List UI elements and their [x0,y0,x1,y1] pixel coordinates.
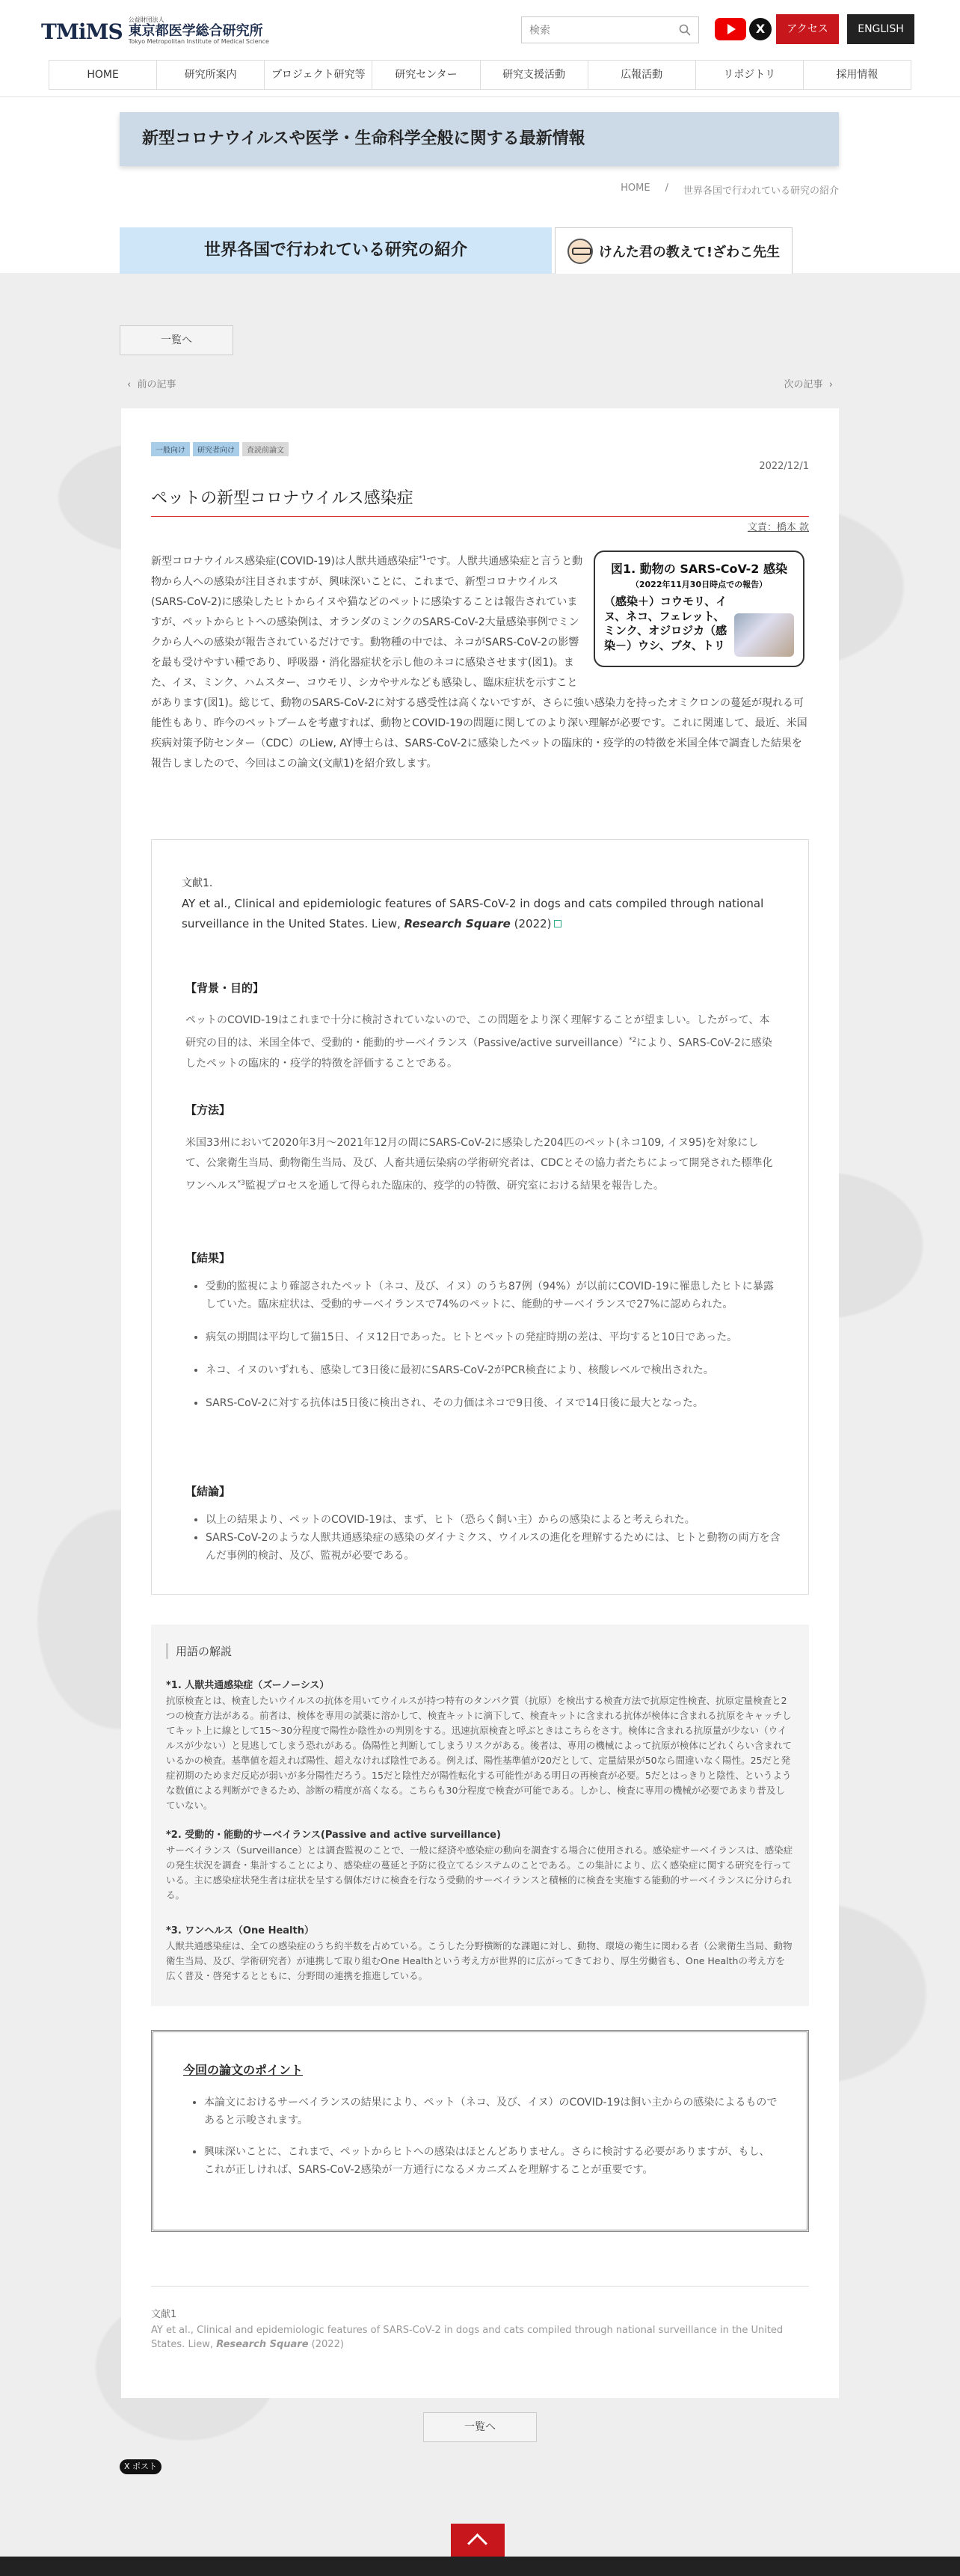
breadcrumb [621,183,839,197]
breadcrumb-current: 世界各国で行われている研究の紹介 [683,185,839,197]
article-author: 文責：橋本 款 [747,522,809,533]
result-heading: 【結果】 [185,1251,231,1265]
nav-projects[interactable]: プロジェクト研究等 [265,61,372,89]
logo-en-text: Tokyo Metropolitan Institute of Medical Science [128,37,269,45]
article-intro: 新型コロナウイルス感染症(COVID-19)は人獣共通感染症$^{*1}$です。人獣共通感染症と言うと動物から人への感染が注目されますが、興味深いことに、これまで、新型コロナウイルス(SARS-CoV-2)に感染したヒトからイヌや猫などのペットに感染することは報告されていますが、ペットからヒトへの感染例は、オランダのミンクのSARS-CoV-2大量感染事例でミンクから人への感染が報告されているだけです。動物種の中では、ネコがSARS-CoV-2の影響を最も受けやすい種であり、呼吸器・消化器症状を示し他のネコに感染させます(図1)。また、イヌ、ミンク、ハムスター、コウモリ、シカやサルなども感染し、臨床症状を示すことがあります(図1)。総じて、動物のSARS-CoV-2に対する感受性は高くないですが、さらに強い感染力を持ったオミクロンの蔓延が現れる可能性もあり、昨今のペットブームを考慮すれば、動物とCOVID-19の問題に関してのより深い理解が必要です。これに関連して、最近、米国疾病対策予防センター（CDC）のLiew, AY博士らは、SARS-CoV-2に感染したペットの臨床的・疫学的の特徴を米国全体で調査した結果を報告しましたので、今回はこの論文(文献1)を紹介致します。 [151,555,807,770]
glossary-item: *1. 人獣共通感染症（ズーノーシス） 抗原検査とは、検査したいウイルスの抗体を用いてウイルスが持つ特有のタンパク質（抗原）を検出する検査方法で抗原定性検査、抗原定量検査と2つの検査方法がある。前者は、検体を専用の試薬に溶かして、検査キットに滴下して、検査キットに含まれる抗体が検体に含まれる抗原をキャッチしてキット上に線として15〜30分程度で陽性か陰性かの判別をする。迅速抗原検査と呼ぶときはこちらをさす。検体に含まれる抗原量が少ない（ウイルスが少ない）と見逃してしまう恐れがある。偽陽性と判断してしまうリスクがある。後者は、専用の機械によって抗原が検体にどれくらい含まれているかの検査。基準値を超えれば陽性、超えなければ陰性である。例えば、陽性基準値が20だとして、定量結果が50なら間違いなく陽性。25だと発症初期のためまだ反応が弱いが多分陽性だろう。15だと陰性だが陽性転化する可能性がある明日の再検査が必要。5だとはっきりと陰性、というような数値による判断ができるため、診断の精度が高くなる。こちらも30分程度で検査が可能である。しかし、検査に専用の機械が必要であまり普及していない。 [166,1680,792,1811]
list-item: • SARS-CoV-2に対する抗体は5日後に検出され、その力価はネコで9日後、イヌで14日後に最大となった。 [206,1394,781,1412]
nav-support[interactable]: 研究支援活動 [481,61,588,89]
conclusion-heading: 【結論】 [185,1485,231,1498]
tab-research-intro[interactable]: 世界各国で行われている研究の紹介 [120,227,552,274]
nav-repository[interactable]: リポジトリ [696,61,804,89]
paper-points-box [151,2030,809,2232]
figure-subtitle: （2022年11月30日時点での報告） [630,580,768,589]
search-box [521,16,699,43]
search-icon[interactable] [679,24,691,36]
figure-body: （感染＋）コウモリ、イヌ、ネコ、フェレット、ミンク、オジロジカ（感染－）ウシ、ブタ、トリ [604,595,727,652]
breadcrumb-separator: / [665,183,668,194]
tag-researcher[interactable]: 研究者向け [193,442,239,456]
background-heading: 【背景・目的】 [185,981,265,995]
footnote-text: AY et al., Clinical and epidemiologic features of SARS-CoV-2 in dogs and cats compiled through national surveillance in the United States. Liew, Research Square (2022) [151,2325,784,2350]
glossary-item: *2. 受動的・能動的サーベイランス(Passive and active surveillance) サーベイランス（Surveillance）とは調査監視のことで、一般に経済や感染症の動向を調査する場合に使用される。感染症サーベイランスは、感染症の発生状況を調査・集計することにより、感染症の蔓延と予防に役立てるシステムのことである。この集計により、広く感染症に関する研究を行っている。主に感染症状発生者は症状を呈する個体だけに検査を行なう受動的サーベイランスと積極的に検査を実施する能動的サーベイランスに分けられる。 [166,1830,793,1901]
x-share-button[interactable]: X ポスト [120,2459,161,2474]
logo-mark: TMiMS [41,19,123,44]
kenta-face-icon [567,239,593,264]
list-item: • 病気の期間は平均して猫15日、イヌ12日であった。ヒトとペットの発症時期の差は、平均すると10日であった。 [206,1328,781,1346]
next-article-link[interactable]: 次の記事 › [784,379,833,390]
nav-about[interactable]: 研究所案内 [157,61,265,89]
nav-home[interactable]: HOME [49,61,157,89]
list-item: • SARS-CoV-2のような人獣共通感染症の感染のダイナミクス、ウイルスの進化を理解するためには、ヒトと動物の両方を含んだ事例的検討、及び、監視が必要である。 [206,1529,781,1565]
access-button[interactable]: アクセス [776,14,839,44]
method-heading: 【方法】 [185,1103,231,1117]
x-icon[interactable]: X [749,18,772,40]
footnote-label: 文献1 [151,2309,177,2320]
breadcrumb-home[interactable]: HOME [621,183,650,194]
tab-zawako-label: けんた君の教えて!ざわこ先生 [598,244,781,260]
logo-main-text: 東京都医学総合研究所 [128,23,263,40]
list-item: • 興味深いことに、これまで、ペットからヒトへの感染はほとんどありません。さらに検討する必要がありますが、もし、これが正しければ、SARS-CoV-2感染が一方通行になるメカニズムを理解することが重要です。 [204,2143,780,2179]
reference-citation: AY et al., Clinical and epidemiologic features of SARS-CoV-2 in dogs and cats compiled through national surveillance in the United States. Liew, Research Square (2022) [182,897,764,930]
footnote-reference [151,2286,809,2352]
background-text: ペットのCOVID-19はこれまで十分に検討されていないので、この問題をより深く理解することが望ましい。したがって、本研究の目的は、米国全体で、受動的・能動的サーベイランス（Passive/active surveillance）$^{*2}$により、SARS-CoV-2に感染したペットの臨床的・疫学的特徴を評価することである。 [185,1014,772,1070]
global-nav [0,60,960,97]
glossary [151,1625,809,2006]
nav-recruit[interactable]: 採用情報 [836,69,879,81]
figure-1 [594,551,804,667]
logo-small-text: 公益財団法人 [128,16,164,24]
tab-zawako-sensei[interactable] [555,227,793,274]
back-to-list-button-bottom[interactable]: 一覧へ [423,2412,537,2442]
site-header [0,0,960,60]
list-item: • 本論文におけるサーベイランスの結果により、ペット（ネコ、及び、イヌ）のCOVID-19は飼い主からの感染によるものであると示唆されます。 [204,2094,780,2129]
method-text: 米国33州において2020年3月〜2021年12月の間にSARS-CoV-2に感染した204匹のペット(ネコ109, イヌ95)を対象にして、公衆衛生当局、動物衛生当局、及び、人畜共通伝染病の学術研究者は、CDCとその協力者たちによって開発された標準化ワンヘルス$^{*3}$監視プロセスを通して得られた臨床的、疫学的の特徴、研究室における結果を報告した。 [185,1137,773,1192]
english-button[interactable]: ENGLISH [847,14,914,44]
cat-photo [734,613,794,657]
list-item: • 受動的監視により確認されたペット（ネコ、及び、イヌ）のうち87例（94%）が以前にCOVID-19に罹患したヒトに暴露していた。臨床症状は、受動的サーベイランスで74%のペットに、能動的サーベイランスで27%に認められた。 [206,1278,781,1313]
page-title-bar [120,112,839,166]
result-list [206,1278,781,1427]
page-title: 新型コロナウイルスや医学・生命科学全般に関する最新情報 [142,129,585,148]
conclusion-list [206,1511,781,1565]
search-input[interactable] [522,17,671,43]
tag-general[interactable]: 一般向け [151,442,190,456]
nav-pr[interactable]: 広報活動 [588,61,696,89]
list-item: • ネコ、イヌのいずれも、感染して3日後に最初にSARS-CoV-2がPCR検査により、核酸レベルで検出された。 [206,1361,781,1379]
article-card [121,408,839,2398]
site-logo[interactable] [41,16,269,46]
reference-label: 文献1. [182,877,213,889]
article-title: ペットの新型コロナウイルス感染症 [151,485,809,517]
back-to-list-button[interactable]: 一覧へ [120,325,233,355]
scroll-to-top-button[interactable] [451,2524,505,2557]
prev-article-link[interactable]: ‹ 前の記事 [127,379,176,390]
glossary-title: 用語の解説 [166,1643,232,1659]
points-title: 今回の論文のポイント [183,2063,304,2077]
article-tags [151,442,289,456]
youtube-icon[interactable] [715,18,746,40]
list-item: • 以上の結果より、ペットのCOVID-19は、まず、ヒト（恐らく飼い主）からの感染によると考えられた。 [206,1511,781,1529]
external-link-icon[interactable] [554,920,561,927]
figure-title: 図1. 動物の SARS-CoV-2 感染 [610,562,788,576]
article-date: 2022/12/1 [759,461,809,472]
tag-preprint[interactable]: 査読前論文 [242,442,289,456]
nav-centers[interactable]: 研究センター [372,61,480,89]
points-list [204,2094,780,2192]
reference-box [151,839,809,1595]
glossary-item: *3. ワンヘルス（One Health） 人獣共通感染症は、全ての感染症のうち約半数を占めている。こうした分野横断的な課題に対し、動物、環境の衛生に関わる者（公衆衛生当局、動物衛生当局、及び、学術研究者）が連携して取り組むOne Healthという考え方が世界的に広がってきており、厚生労働省も、One Healthの考え方を広く普及・啓発するとともに、分野間の連携を推進している。 [166,1925,793,1981]
reference-journal[interactable]: Research Square [404,917,511,930]
site-footer [0,2557,960,2576]
